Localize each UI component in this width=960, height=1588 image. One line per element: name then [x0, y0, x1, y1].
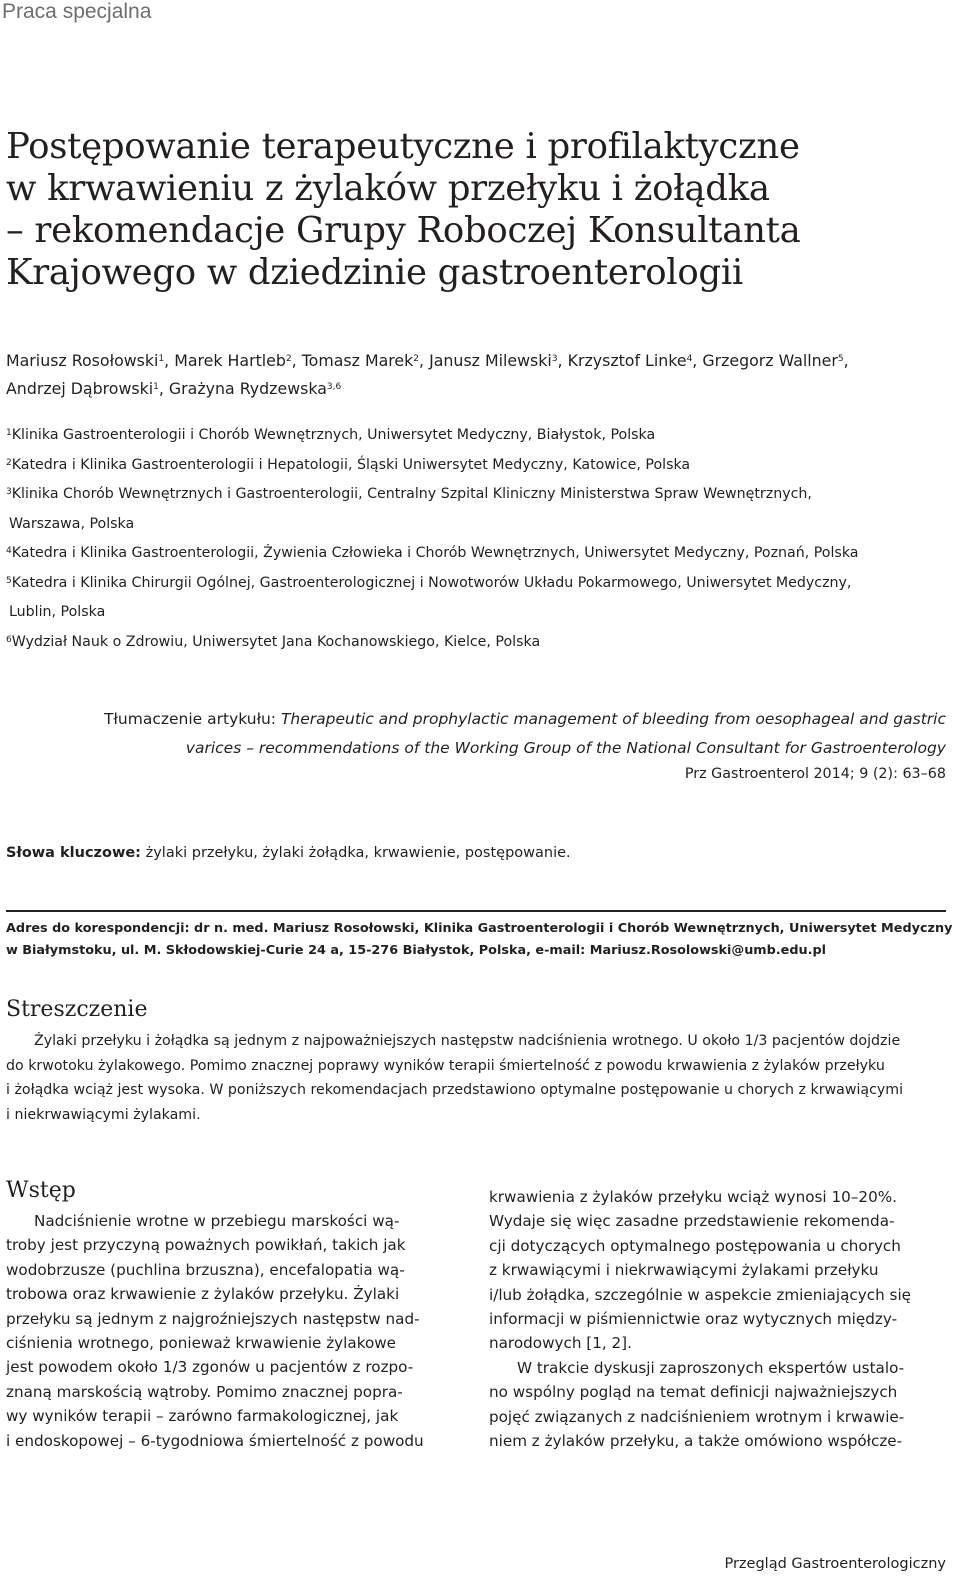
author: Krzysztof Linke$^4$,: [567, 351, 703, 370]
section-label: Praca specjalna: [2, 0, 152, 23]
abstract-text: Żylaki przełyku i żołądka są jednym z najpoważniejszych następstw nadciśnienia wrotnego. U około 1/3 pacjentów dojdzie do krwotoku żylakowego. Pomimo znacznej poprawy wyników terapii śmiertelność z powodu krwawienia z żylaków przełyku i żołądka wciąż jest wysoka. W poniższych rekomendacjach przedstawiono optymalne postępowanie u chorych z krwawiącymi i niekrwawiącymi żylakami.: [6, 1033, 904, 1123]
author: Mariusz Rosołowski$^1$,: [6, 351, 175, 370]
author: Andrzej Dąbrowski$^1$,: [6, 379, 169, 398]
intro-left-column: Nadciśnienie wrotne w przebiegu marskości wą- troby jest przyczyną poważnych powikłań, takich jak wodobrzusze (puchlina brzuszna), encefalopatia wą- trobowa oraz krwawienie z żylaków przełyku. Żylaki przełyku są jednym z najgroźniejszych następstw nad- ciśnienia wrotnego, ponieważ krwawienie żylakowe jest powodem około 1/3 zgonów u pacjentów z rozpo- znaną marskością wątroby. Pomimo znacznej popra- wy wyników terapii – zarówno farmakologicznej, jak i endoskopowej – 6-tygodniowa śmiertelność z powodu: [6, 1212, 424, 1450]
author-list: [6, 347, 946, 403]
translation-label: Tłumaczenie artykułu:: [104, 710, 281, 728]
title-line: w krwawieniu z żylaków przełyku i żołądka: [6, 168, 770, 209]
affiliation: $^5$Katedra i Klinika Chirurgii Ogólnej, Gastroenterologicznej i Nowotworów Układu Pokarmowego, Uniwersytet Medyczny, Lublin, Polska: [6, 574, 852, 620]
title-line: Postępowanie terapeutyczne i profilaktyczne: [6, 126, 800, 167]
author: Janusz Milewski$^3$,: [429, 351, 568, 370]
affiliation: $^3$Klinika Chorób Wewnętrznych i Gastroenterologii, Centralny Szpital Kliniczny Ministerstwa Spraw Wewnętrznych, Warszawa, Polska: [6, 486, 812, 532]
affiliation: $^6$Wydział Nauk o Zdrowiu, Uniwersytet Jana Kochanowskiego, Kielce, Polska: [6, 633, 541, 650]
author: Tomasz Marek$^2$,: [301, 351, 430, 370]
translation-note: [60, 705, 946, 763]
keywords-text: żylaki przełyku, żylaki żołądka, krwawienie, postępowanie.: [140, 845, 571, 861]
affiliation-list: [6, 421, 946, 657]
keywords: [6, 845, 946, 861]
title-line: Krajowego w dziedzinie gastroenterologii: [6, 252, 743, 293]
author: Grażyna Rydzewska$^{3,6}$: [168, 379, 342, 398]
translation-title: varices – recommendations of the Working Group of the National Consultant for Gastroenterology: [185, 739, 946, 757]
author-line: [6, 375, 946, 403]
author: Grzegorz Wallner$^5$,: [702, 351, 849, 370]
intro-heading: Wstęp: [6, 1178, 76, 1203]
correspondence-label: Adres do korespondencji:: [6, 921, 190, 936]
intro-right-column: krwawienia z żylaków przełyku wciąż wynosi 10–20%. Wydaje się więc zasadne przedstawienie rekomenda- cji dotyczących optymalnego postępowania u chorych z krwawiącymi i niekrwawiącymi żylakami przełyku i/lub żołądka, szczególnie w aspekcie zmieniających się informacji w piśmiennictwie oraz wytycznych między- narodowych [1, 2]. W trakcie dyskusji zaproszonych ekspertów ustalo- no wspólny pogląd na temat definicji najważniejszych pojęć związanych z nadciśnieniem wrotnym i krwawie- niem z żylaków przełyku, a także omówiono współcze-: [489, 1188, 912, 1451]
affiliation: $^4$Katedra i Klinika Gastroenterologii, Żywienia Człowieka i Chorób Wewnętrznych, Uniwersytet Medyczny, Poznań, Polska: [6, 545, 859, 561]
keywords-label: Słowa kluczowe:: [6, 845, 141, 861]
translation-title: Therapeutic and prophylactic management of bleeding from oesophageal and gastric: [280, 710, 946, 728]
article-title: [6, 126, 946, 294]
divider: [6, 910, 946, 912]
author-line: [6, 347, 946, 375]
author: Marek Hartleb$^2$,: [174, 351, 302, 370]
abstract-heading: Streszczenie: [6, 997, 148, 1022]
correspondence: Adres do korespondencji: dr n. med. Mariusz Rosołowski, Klinika Gastroenterologii i Chorób Wewnętrznych, Uniwersytet Medyczny w Białymstoku, ul. M. Skłodowskiej-Curie 24 a, 15-276 Białystok, Polska, e-mail: Mariusz.Rosolowski@umb.edu.pl: [6, 921, 953, 958]
affiliation: $^1$Klinika Gastroenterologii i Chorób Wewnętrznych, Uniwersytet Medyczny, Białystok, Polska: [6, 427, 656, 443]
title-line: – rekomendacje Grupy Roboczej Konsultanta: [6, 210, 801, 251]
affiliation: $^2$Katedra i Klinika Gastroenterologii i Hepatologii, Śląski Uniwersytet Medyczny, Katowice, Polska: [6, 456, 691, 473]
citation: Prz Gastroenterol 2014; 9 (2): 63–68: [684, 766, 946, 782]
journal-footer: Przegląd Gastroenterologiczny: [724, 1556, 946, 1572]
